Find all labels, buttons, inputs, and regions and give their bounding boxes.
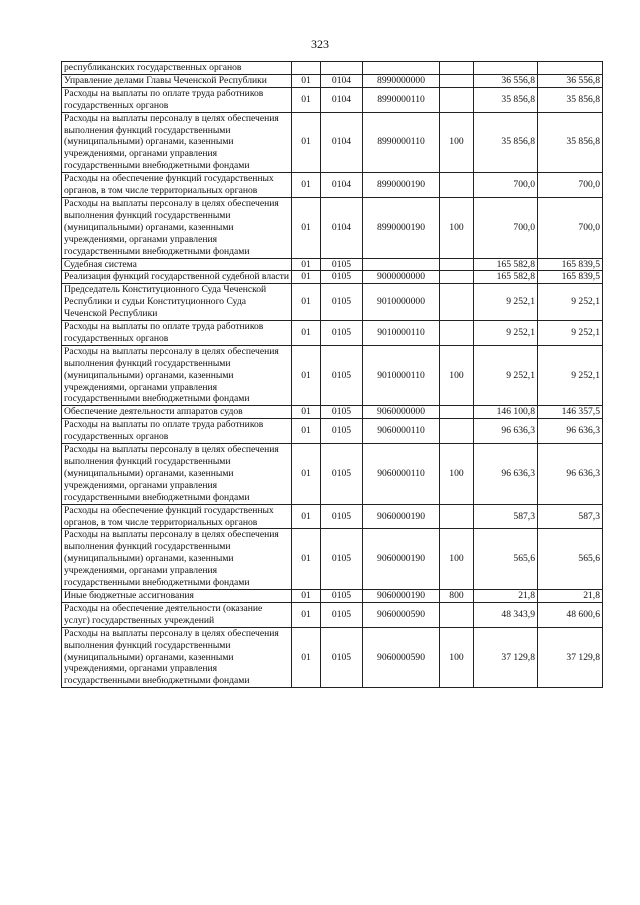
table-row <box>62 321 603 346</box>
row-expense-type <box>440 504 474 529</box>
row-section: 01 <box>292 504 321 529</box>
row-amount-year2: 9 252,1 <box>538 345 603 406</box>
row-name: Расходы на выплаты персоналу в целях обеспечения выполнения функций государственными (муниципальными) органами, казенными учреждениями, органами управления государственными внебюджетными фондами <box>62 112 292 173</box>
row-subsection: 0104 <box>321 74 363 87</box>
row-amount-year2: 35 856,8 <box>538 112 603 173</box>
row-expense-type: 100 <box>440 444 474 505</box>
row-section: 01 <box>292 627 321 688</box>
row-subsection: 0105 <box>321 345 363 406</box>
row-subsection: 0105 <box>321 271 363 284</box>
table-row <box>62 602 603 627</box>
row-section: 01 <box>292 74 321 87</box>
row-name: Расходы на выплаты по оплате труда работников государственных органов <box>62 87 292 112</box>
row-amount-year1: 37 129,8 <box>474 627 538 688</box>
row-amount-year1: 165 582,8 <box>474 271 538 284</box>
row-subsection: 0105 <box>321 419 363 444</box>
row-section: 01 <box>292 284 321 321</box>
row-amount-year2: 21,8 <box>538 589 603 602</box>
row-amount-year2: 146 357,5 <box>538 406 603 419</box>
row-target-article: 9060000190 <box>363 589 440 602</box>
row-amount-year1: 21,8 <box>474 589 538 602</box>
row-amount-year2: 9 252,1 <box>538 321 603 346</box>
row-subsection: 0105 <box>321 321 363 346</box>
row-target-article: 9060000190 <box>363 504 440 529</box>
row-subsection: 0105 <box>321 444 363 505</box>
row-expense-type: 100 <box>440 197 474 258</box>
table-row <box>62 529 603 590</box>
row-name: Расходы на выплаты по оплате труда работников государственных органов <box>62 321 292 346</box>
row-section: 01 <box>292 345 321 406</box>
row-target-article <box>363 258 440 271</box>
row-expense-type <box>440 284 474 321</box>
table-row <box>62 173 603 198</box>
table-row <box>62 589 603 602</box>
row-amount-year2: 35 856,8 <box>538 87 603 112</box>
row-amount-year1: 146 100,8 <box>474 406 538 419</box>
row-amount-year1: 48 343,9 <box>474 602 538 627</box>
row-amount-year1: 35 856,8 <box>474 87 538 112</box>
row-target-article: 8990000110 <box>363 112 440 173</box>
page-number: 323 <box>311 37 329 51</box>
row-amount-year1: 700,0 <box>474 197 538 258</box>
table-row <box>62 345 603 406</box>
budget-table <box>61 61 603 688</box>
row-amount-year1: 9 252,1 <box>474 321 538 346</box>
row-expense-type <box>440 258 474 271</box>
row-expense-type: 800 <box>440 589 474 602</box>
row-expense-type: 100 <box>440 529 474 590</box>
row-target-article: 9010000110 <box>363 321 440 346</box>
row-target-article: 9060000000 <box>363 406 440 419</box>
row-section: 01 <box>292 602 321 627</box>
row-section: 01 <box>292 419 321 444</box>
row-target-article: 9060000110 <box>363 419 440 444</box>
row-expense-type <box>440 419 474 444</box>
row-name: Расходы на выплаты персоналу в целях обеспечения выполнения функций государственными (муниципальными) органами, казенными учреждениями, органами управления государственными внебюджетными фондами <box>62 345 292 406</box>
row-section: 01 <box>292 87 321 112</box>
table-row <box>62 444 603 505</box>
table-row <box>62 258 603 271</box>
row-target-article: 8990000000 <box>363 74 440 87</box>
row-expense-type <box>440 321 474 346</box>
table-row <box>62 504 603 529</box>
row-target-article: 9060000590 <box>363 602 440 627</box>
table-row <box>62 112 603 173</box>
row-target-article: 9060000110 <box>363 444 440 505</box>
row-section: 01 <box>292 444 321 505</box>
row-section <box>292 62 321 75</box>
row-amount-year2: 96 636,3 <box>538 444 603 505</box>
table-row <box>62 284 603 321</box>
row-target-article: 9000000000 <box>363 271 440 284</box>
row-expense-type <box>440 62 474 75</box>
row-subsection: 0105 <box>321 406 363 419</box>
table-row <box>62 406 603 419</box>
row-amount-year2: 9 252,1 <box>538 284 603 321</box>
row-name: Расходы на выплаты персоналу в целях обеспечения выполнения функций государственными (муниципальными) органами, казенными учреждениями, органами управления государственными внебюджетными фондами <box>62 197 292 258</box>
row-name: Реализация функций государственной судебной власти <box>62 271 292 284</box>
row-section: 01 <box>292 406 321 419</box>
row-name: Расходы на выплаты персоналу в целях обеспечения выполнения функций государственными (муниципальными) органами, казенными учреждениями, органами управления государственными внебюджетными фондами <box>62 627 292 688</box>
row-section: 01 <box>292 321 321 346</box>
row-amount-year1 <box>474 62 538 75</box>
row-expense-type <box>440 406 474 419</box>
row-amount-year2: 165 839,5 <box>538 271 603 284</box>
row-section: 01 <box>292 258 321 271</box>
row-amount-year1: 96 636,3 <box>474 444 538 505</box>
row-amount-year2: 96 636,3 <box>538 419 603 444</box>
row-amount-year1: 700,0 <box>474 173 538 198</box>
row-name: Председатель Конституционного Суда Чеченской Республики и судьи Конституционного Суда Чеченской Республики <box>62 284 292 321</box>
row-section: 01 <box>292 197 321 258</box>
row-target-article: 8990000190 <box>363 173 440 198</box>
row-amount-year1: 565,6 <box>474 529 538 590</box>
row-target-article <box>363 62 440 75</box>
row-section: 01 <box>292 112 321 173</box>
row-expense-type <box>440 602 474 627</box>
row-amount-year1: 96 636,3 <box>474 419 538 444</box>
row-name: Расходы на обеспечение деятельности (оказание услуг) государственных учреждений <box>62 602 292 627</box>
row-name: Судебная система <box>62 258 292 271</box>
row-amount-year1: 9 252,1 <box>474 345 538 406</box>
table-row <box>62 74 603 87</box>
row-subsection: 0105 <box>321 589 363 602</box>
table-body <box>62 62 603 688</box>
row-section: 01 <box>292 271 321 284</box>
row-target-article: 8990000110 <box>363 87 440 112</box>
row-amount-year2 <box>538 62 603 75</box>
row-subsection: 0105 <box>321 284 363 321</box>
row-subsection: 0105 <box>321 258 363 271</box>
row-subsection: 0105 <box>321 602 363 627</box>
table-row <box>62 62 603 75</box>
row-amount-year2: 700,0 <box>538 197 603 258</box>
row-expense-type <box>440 74 474 87</box>
row-section: 01 <box>292 589 321 602</box>
row-amount-year2: 700,0 <box>538 173 603 198</box>
row-amount-year2: 587,3 <box>538 504 603 529</box>
row-expense-type: 100 <box>440 627 474 688</box>
row-name: Расходы на выплаты персоналу в целях обеспечения выполнения функций государственными (муниципальными) органами, казенными учреждениями, органами управления государственными внебюджетными фондами <box>62 529 292 590</box>
row-target-article: 9060000190 <box>363 529 440 590</box>
row-target-article: 9010000110 <box>363 345 440 406</box>
row-subsection: 0105 <box>321 504 363 529</box>
row-amount-year1: 35 856,8 <box>474 112 538 173</box>
row-name: Управление делами Главы Чеченской Республики <box>62 74 292 87</box>
row-subsection: 0104 <box>321 87 363 112</box>
row-amount-year1: 36 556,8 <box>474 74 538 87</box>
row-name: Расходы на обеспечение функций государственных органов, в том числе территориальных органов <box>62 173 292 198</box>
row-expense-type: 100 <box>440 345 474 406</box>
row-subsection <box>321 62 363 75</box>
table-row <box>62 627 603 688</box>
row-subsection: 0104 <box>321 197 363 258</box>
row-target-article: 9010000000 <box>363 284 440 321</box>
row-target-article: 8990000190 <box>363 197 440 258</box>
row-amount-year1: 165 582,8 <box>474 258 538 271</box>
row-name: Расходы на выплаты по оплате труда работников государственных органов <box>62 419 292 444</box>
row-amount-year2: 37 129,8 <box>538 627 603 688</box>
row-subsection: 0104 <box>321 173 363 198</box>
row-target-article: 9060000590 <box>363 627 440 688</box>
row-subsection: 0105 <box>321 627 363 688</box>
row-expense-type <box>440 173 474 198</box>
row-amount-year2: 165 839,5 <box>538 258 603 271</box>
row-name: Иные бюджетные ассигнования <box>62 589 292 602</box>
table-row <box>62 419 603 444</box>
row-name: Обеспечение деятельности аппаратов судов <box>62 406 292 419</box>
row-subsection: 0104 <box>321 112 363 173</box>
row-amount-year2: 565,6 <box>538 529 603 590</box>
row-expense-type <box>440 87 474 112</box>
table-row <box>62 197 603 258</box>
row-amount-year2: 36 556,8 <box>538 74 603 87</box>
row-expense-type <box>440 271 474 284</box>
row-name: республиканских государственных органов <box>62 62 292 75</box>
row-section: 01 <box>292 529 321 590</box>
row-subsection: 0105 <box>321 529 363 590</box>
row-section: 01 <box>292 173 321 198</box>
row-amount-year1: 9 252,1 <box>474 284 538 321</box>
row-expense-type: 100 <box>440 112 474 173</box>
row-name: Расходы на обеспечение функций государственных органов, в том числе территориальных органов <box>62 504 292 529</box>
row-amount-year2: 48 600,6 <box>538 602 603 627</box>
row-amount-year1: 587,3 <box>474 504 538 529</box>
row-name: Расходы на выплаты персоналу в целях обеспечения выполнения функций государственными (муниципальными) органами, казенными учреждениями, органами управления государственными внебюджетными фондами <box>62 444 292 505</box>
table-row <box>62 271 603 284</box>
table-row <box>62 87 603 112</box>
